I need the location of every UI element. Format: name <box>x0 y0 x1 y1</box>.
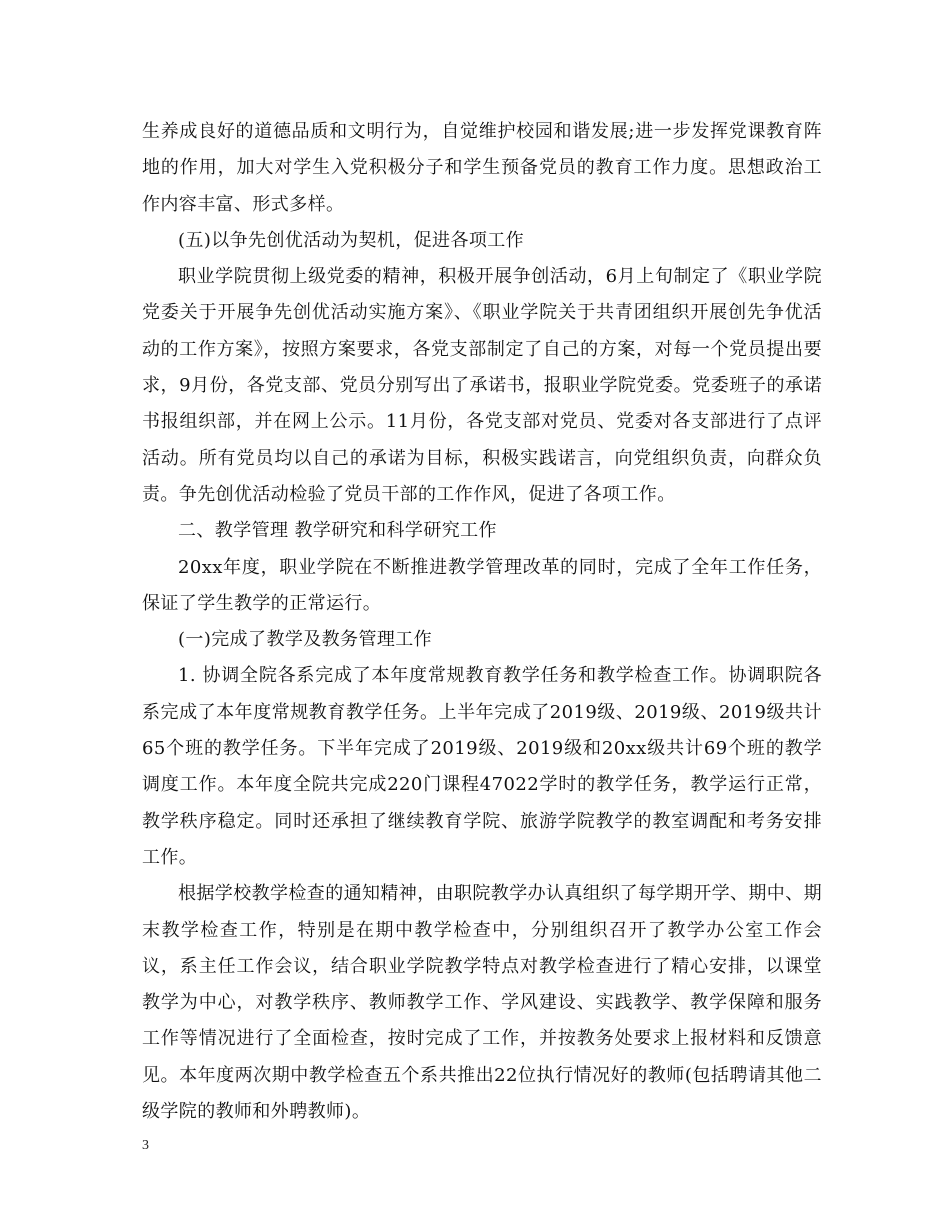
document-body <box>142 114 822 1130</box>
paragraph-continuation: 生养成良好的道德品质和文明行为，自觉维护校园和谐发展;进一步发挥党课教育阵地的作用，加大对学生入党积极分子和学生预备党员的教育工作力度。思想政治工作内容丰富、形式多样。 <box>142 121 822 215</box>
paragraph-teaching-tasks: 1. 协调全院各系完成了本年度常规教育教学任务和教学检查工作。协调职院各系完成了本年度常规教育教学任务。上半年完成了2019级、2019级、2019级共计65个班的教学任务。下半年完成了2019级、2019级和20xx级共计69个班的教学调度工作。本年度全院共完成220门课程47022学时的教学任务，教学运行正常，教学秩序稳定。同时还承担了继续教育学院、旅游学院教学的教室调配和考务安排工作。 <box>142 665 822 868</box>
section-heading-five: (五)以争先创优活动为契机，促进各项工作 <box>178 229 525 251</box>
section-heading-two: 二、教学管理 教学研究和科学研究工作 <box>178 520 497 542</box>
page-number: 3 <box>142 1138 149 1153</box>
paragraph-teaching-inspection: 根据学校教学检查的通知精神，由职院教学办认真组织了每学期开学、期中、期末教学检查工作，特别是在期中教学检查中，分别组织召开了教学办公室工作会议，系主任工作会议，结合职业学院教学特点对教学检查进行了精心安排，以课堂教学为中心，对教学秩序、教师教学工作、学风建设、实践教学、教学保障和服务工作等情况进行了全面检查，按时完成了工作，并按教务处要求上报材料和反馈意见。本年度两次期中教学检查五个系共推出22位执行情况好的教师(包括聘请其他二级学院的教师和外聘教师)。 <box>142 883 822 1123</box>
subsection-heading-one: (一)完成了教学及教务管理工作 <box>178 629 433 651</box>
paragraph-campaign: 职业学院贯彻上级党委的精神，积极开展争创活动，6月上旬制定了《职业学院党委关于开展争先创优活动实施方案》、《职业学院关于共青团组织开展创先争优活动的工作方案》，按照方案要求，各党支部制定了自己的方案，对每一个党员提出要求，9月份，各党支部、党员分别写出了承诺书，报职业学院党委。党委班子的承诺书报组织部，并在网上公示。11月份，各党支部对党员、党委对各支部进行了点评活动。所有党员均以自己的承诺为目标，积极实践诺言，向党组织负责，向群众负责。争先创优活动检验了党员干部的工作作风，促进了各项工作。 <box>142 266 822 505</box>
paragraph-annual-summary: 20xx年度，职业学院在不断推进教学管理改革的同时，完成了全年工作任务，保证了学生教学的正常运行。 <box>142 556 822 614</box>
